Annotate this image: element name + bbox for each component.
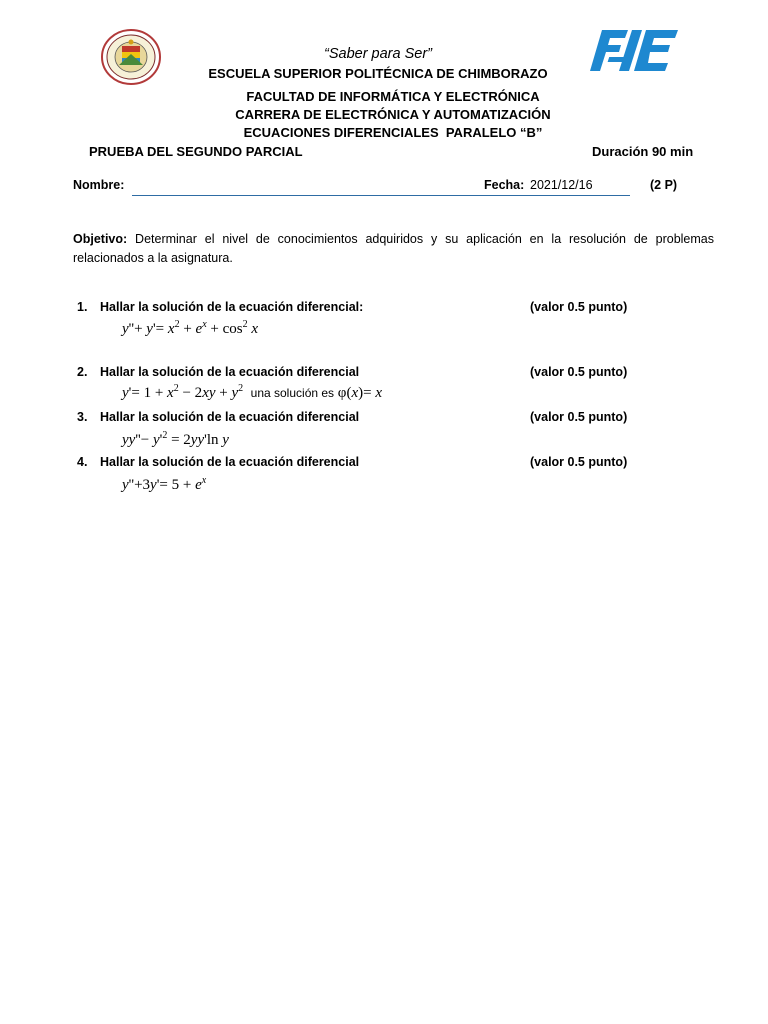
problem-1-statement: Hallar la solución de la ecuación diferencial: <box>100 300 364 314</box>
duration: Duración 90 min <box>592 144 694 159</box>
test-title: PRUEBA DEL SEGUNDO PARCIAL <box>89 144 303 159</box>
problem-4-number: 4. <box>77 455 88 469</box>
problem-4-equation: $y''+3y'= 5 + e^x$ <box>122 475 207 493</box>
problem-2-known-solution: φ(x)= x <box>337 385 383 401</box>
course-name: ECUACIONES DIFERENCIALES PARALELO “B” <box>243 125 543 140</box>
date-value: 2021/12/16 <box>530 178 593 192</box>
career-name: CARRERA DE ELECTRÓNICA Y AUTOMATIZACIÓN <box>235 107 551 122</box>
name-field-line[interactable] <box>132 195 630 196</box>
problem-2-equation: $y'= 1 + x^2 - 2xy + y^2$ una solución es φ(x)= x <box>122 383 383 401</box>
objective-text: Determinar el nivel de conocimientos adquiridos y su aplicación en la resolución de problemas relacionados a la asignatura. <box>73 232 714 265</box>
problem-2-note: una solución es <box>250 386 335 400</box>
problem-2-value: (valor 0.5 punto) <box>530 365 628 379</box>
problem-3-equation: $yy''- y'^2 = 2yy'\ln$ y <box>122 430 229 448</box>
problem-4-value: (valor 0.5 punto) <box>530 455 628 469</box>
problem-1-value: (valor 0.5 punto) <box>530 300 628 314</box>
problem-3-number: 3. <box>77 410 88 424</box>
name-label: Nombre: <box>73 178 125 192</box>
problem-1-equation: $y''+ y'= x^2 + e^x + \cos^2 x$ <box>122 319 259 337</box>
problem-1-number: 1. <box>77 300 88 314</box>
problem-2-number: 2. <box>77 365 88 379</box>
objective-label: Objetivo: <box>73 232 128 246</box>
problem-3-statement: Hallar la solución de la ecuación diferencial <box>100 410 360 424</box>
institution-name: ESCUELA SUPERIOR POLITÉCNICA DE CHIMBORAZO <box>208 66 548 81</box>
problem-4-statement: Hallar la solución de la ecuación diferencial <box>100 455 360 469</box>
objective-paragraph <box>73 230 714 268</box>
motto: “Saber para Ser” <box>324 46 432 62</box>
total-points: (2 P) <box>650 178 678 192</box>
problem-2-statement: Hallar la solución de la ecuación diferencial <box>100 365 360 379</box>
problem-3-value: (valor 0.5 punto) <box>530 410 628 424</box>
faculty-name: FACULTAD DE INFORMÁTICA Y ELECTRÓNICA <box>246 89 540 104</box>
date-label: Fecha: <box>484 178 525 192</box>
